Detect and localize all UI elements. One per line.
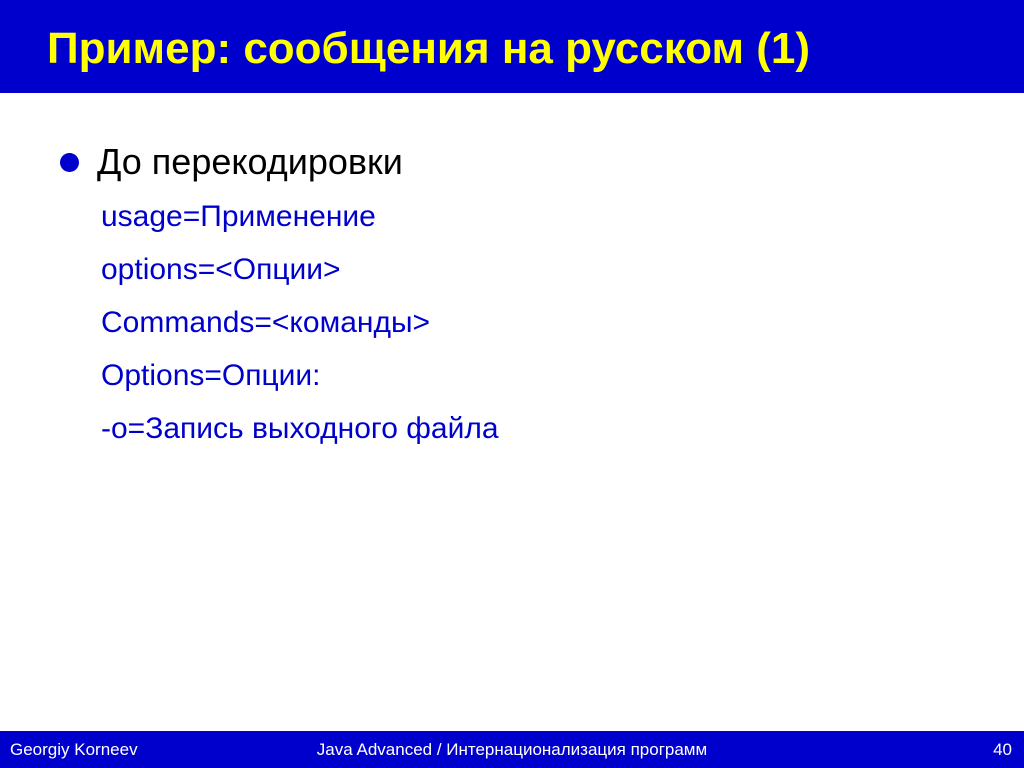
code-line-commands: Commands=<команды> xyxy=(101,306,431,339)
code-line-usage: usage=Применение xyxy=(101,200,376,233)
footer-bar xyxy=(0,731,1024,768)
title-bar xyxy=(0,0,1024,93)
slide-title: Пример: сообщения на русском (1) xyxy=(47,24,811,73)
code-line-options-header: Options=Опции: xyxy=(101,359,321,392)
bullet-item xyxy=(60,137,403,187)
page-number: 40 xyxy=(993,740,1012,759)
code-line-output-option: -o=Запись выходного файла xyxy=(101,412,499,445)
footer-author: Georgiy Korneev xyxy=(10,740,138,759)
bullet-text: До перекодировки xyxy=(97,141,403,182)
footer-course: Java Advanced / Интернационализация программ xyxy=(316,740,708,759)
code-line-options: options=<Опции> xyxy=(101,253,341,286)
bullet-dot-icon xyxy=(60,153,79,172)
